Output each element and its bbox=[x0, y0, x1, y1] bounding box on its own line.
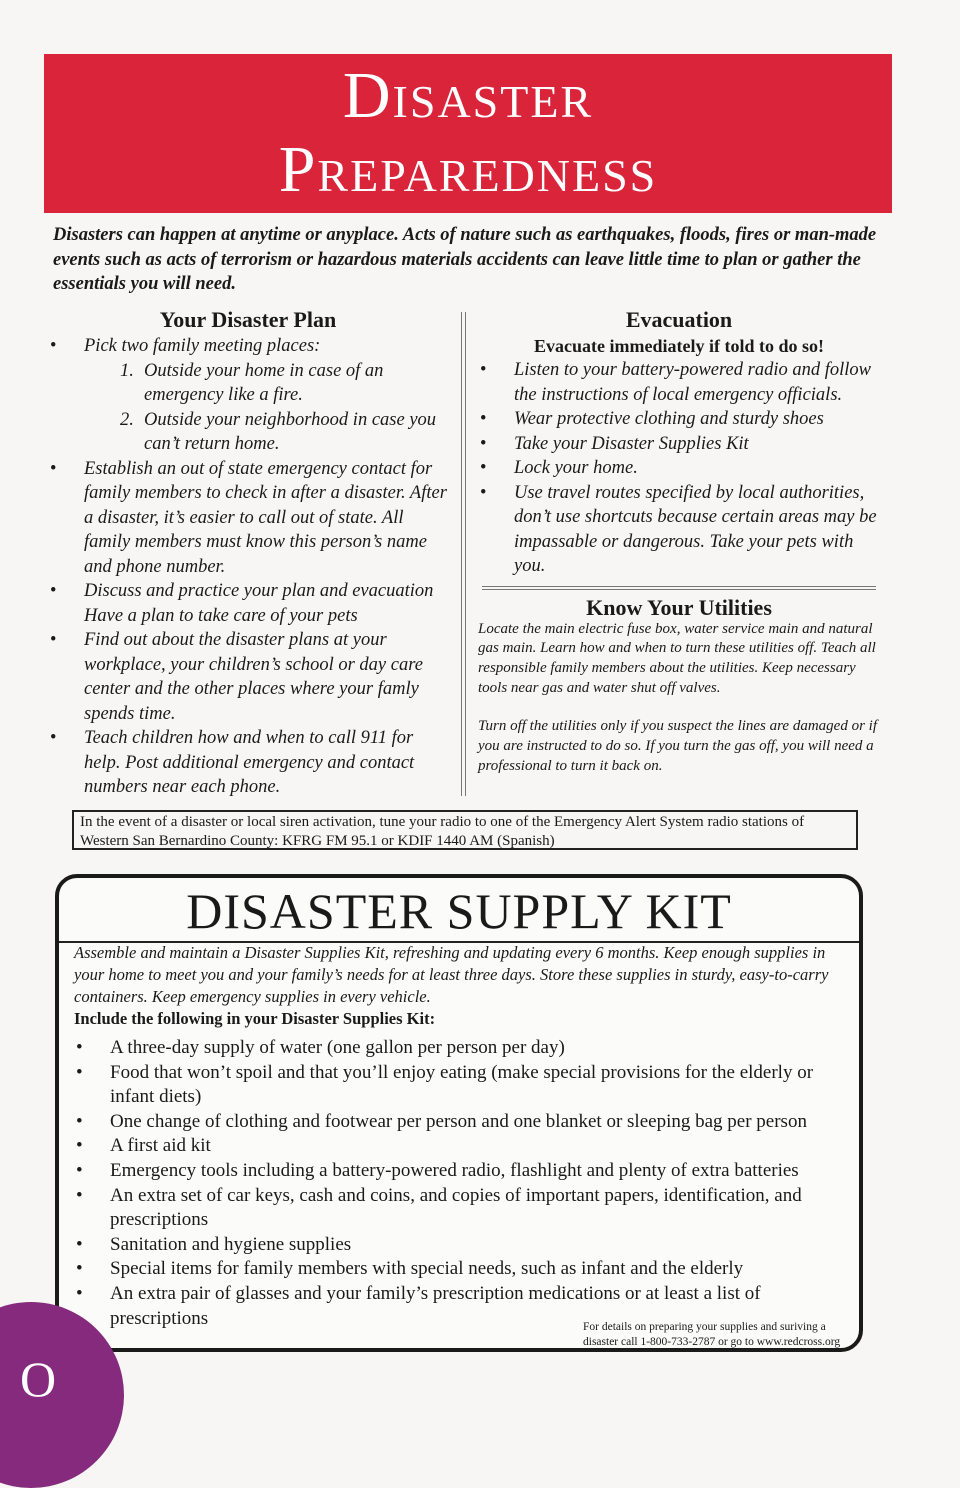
list-item: • Listen to your battery-powered radio and follow the instructions of local emergency officials. bbox=[478, 358, 880, 407]
title-line-2: Preparedness bbox=[278, 133, 658, 206]
title-line-1: Disaster bbox=[342, 59, 594, 132]
list-item: • Take your Disaster Supplies Kit bbox=[478, 432, 880, 457]
list-item bbox=[120, 359, 448, 408]
redcross-footnote: For details on preparing your supplies and suriving a disaster call 1-800-733-2787 or go to www.redcross.org bbox=[583, 1321, 841, 1348]
list-item: • Establish an out of state emergency contact for family members to check in after a disaster. After a disaster, it’s easier to call out of state. All family members must know this person’s name and phone number. bbox=[48, 457, 448, 580]
disaster-plan-column bbox=[48, 306, 448, 800]
list-item: • An extra pair of glasses and your family’s prescription medications or at least a list of prescriptions bbox=[74, 1282, 770, 1331]
evacuation-heading: Evacuation bbox=[625, 307, 733, 332]
evacuation-list bbox=[478, 358, 880, 579]
utilities-heading: Know Your Utilities bbox=[586, 594, 772, 620]
evacuation-subheading: Evacuate immediately if told to do so! bbox=[534, 336, 824, 356]
list-number: 1. bbox=[120, 360, 134, 381]
supply-kit-title: DISASTER SUPPLY KIT bbox=[186, 883, 732, 939]
radio-notice-box: In the event of a disaster or local siren activation, tune your radio to one of the Emergency Alert System radio stations of Western San Bernardino County: KFRG FM 95.1 or KDIF 1440 AM (Spanish) bbox=[72, 810, 858, 850]
supply-kit-body bbox=[74, 942, 834, 1331]
list-item: • A first aid kit bbox=[74, 1134, 834, 1159]
list-item-text: Outside your home in case of an emergency like a fire. bbox=[144, 360, 384, 405]
supply-kit-intro: Assemble and maintain a Disaster Supplies Kit, refreshing and updating every 6 months. Keep enough supplies in your home to meet you and your family’s needs for at least three days. Store these supplies in sturdy, easy-to-carry containers. Keep emergency supplies in every vehicle. bbox=[74, 943, 829, 1006]
list-item: • Wear protective clothing and sturdy shoes bbox=[478, 407, 880, 432]
list-item: • Special items for family members with special needs, such as infant and the elderly bbox=[74, 1257, 834, 1282]
title-banner bbox=[44, 54, 892, 213]
list-item: • Use travel routes specified by local authorities, don’t use shortcuts because certain areas may be impassable or dangerous. Take your pets with you. bbox=[478, 481, 880, 579]
list-item: • A three-day supply of water (one gallon per person per day) bbox=[74, 1036, 834, 1061]
supply-kit-list bbox=[74, 1036, 834, 1331]
list-item: • Discuss and practice your plan and evacuation Have a plan to take care of your pets bbox=[48, 579, 448, 628]
list-item: • Sanitation and hygiene supplies bbox=[74, 1233, 834, 1258]
list-number: 2. bbox=[120, 409, 134, 430]
list-item bbox=[48, 334, 448, 457]
disaster-plan-heading: Your Disaster Plan bbox=[159, 307, 337, 332]
list-item-text: Outside your neighborhood in case you can’t return home. bbox=[144, 409, 437, 454]
list-item bbox=[120, 408, 448, 457]
utilities-paragraph-1: Locate the main electric fuse box, water service main and natural gas main. Learn how and when to turn these utilities off. Teach all responsible family members about the utilities. Keep necessary tools near gas and water shut off valves. bbox=[478, 620, 876, 696]
list-item: • Food that won’t spoil and that you’ll enjoy eating (make special provisions for the elderly or infant diets) bbox=[74, 1061, 834, 1110]
list-item: • Find out about the disaster plans at your workplace, your children’s school or day care center and the other places where your famly spends time. bbox=[48, 628, 448, 726]
list-item: • Emergency tools including a battery-powered radio, flashlight and plenty of extra batteries bbox=[74, 1159, 834, 1184]
list-item: • An extra set of car keys, cash and coins, and copies of important papers, identification, and prescriptions bbox=[74, 1184, 834, 1233]
list-item: • Lock your home. bbox=[478, 456, 880, 481]
section-divider bbox=[482, 586, 876, 590]
disaster-plan-list bbox=[48, 334, 448, 800]
page-badge-letter: O bbox=[20, 1351, 57, 1407]
list-item: • Teach children how and when to call 911 for help. Post additional emergency and contact numbers near each phone. bbox=[48, 726, 448, 800]
utilities-paragraph-2: Turn off the utilities only if you suspect the lines are damaged or if you are instructed to do so. If you turn the gas off, you will need a professional to turn it back on. bbox=[478, 718, 877, 774]
list-item-text: Pick two family meeting places: bbox=[84, 336, 321, 356]
intro-paragraph: Disasters can happen at anytime or anyplace. Acts of nature such as earthquakes, floods, fires or man-made events such as acts of terrorism or hazardous materials accidents can leave little time to plan or gather the essentials you will need. bbox=[53, 225, 877, 294]
column-divider bbox=[461, 312, 466, 796]
evacuation-column bbox=[478, 306, 880, 776]
list-item: • One change of clothing and footwear per person and one blanket or sleeping bag per person bbox=[74, 1110, 834, 1135]
supply-kit-include-label: Include the following in your Disaster Supplies Kit: bbox=[74, 1009, 436, 1028]
meeting-places-list bbox=[84, 359, 448, 457]
supply-kit-box bbox=[55, 874, 863, 1352]
